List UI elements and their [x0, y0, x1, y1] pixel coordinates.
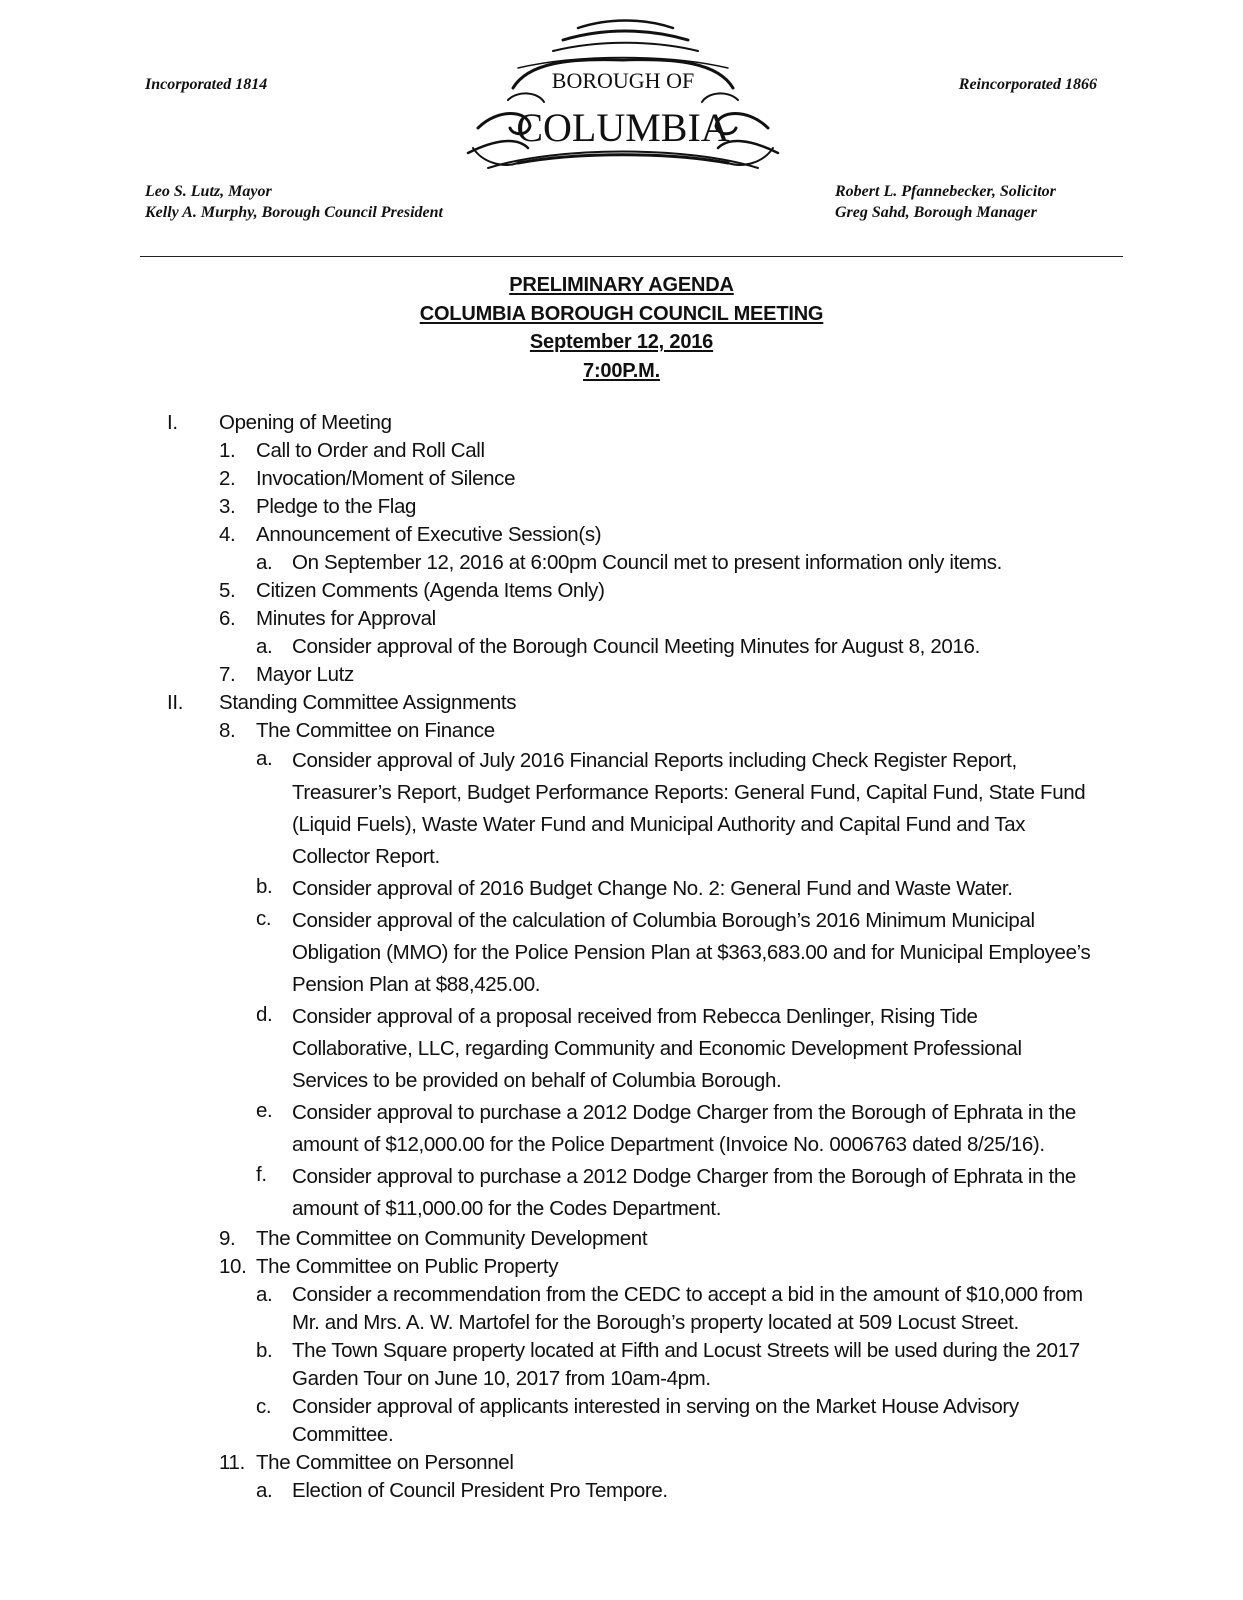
list-item — [0, 745, 1243, 873]
officials-right — [835, 181, 1056, 223]
item-marker: 9. — [219, 1227, 236, 1250]
item-marker: 2. — [219, 467, 236, 490]
item-marker: d. — [256, 1003, 273, 1026]
item-marker: 6. — [219, 607, 236, 630]
list-item — [0, 1477, 1243, 1505]
item-marker: 10. — [219, 1255, 247, 1278]
item-marker: a. — [256, 1283, 273, 1306]
item-marker: 7. — [219, 663, 236, 686]
item-text: Call to Order and Roll Call — [256, 439, 485, 462]
list-item — [0, 1253, 1243, 1281]
list-item — [0, 1097, 1243, 1161]
borough-logo — [458, 18, 788, 176]
item-text: Consider approval of a proposal received from Rebecca Denlinger, Rising Tide Collaborative, LLC, regarding Community and Economic Development Professional Services to be provided on behalf of Columbia Borough. — [292, 1005, 1022, 1092]
item-marker: 11. — [219, 1451, 245, 1474]
item-marker: 3. — [219, 495, 236, 518]
list-item — [0, 465, 1243, 493]
item-text: The Town Square property located at Fifth and Locust Streets will be used during the 2017 Garden Tour on June 10, 2017 from 10am-4pm. — [292, 1339, 1080, 1390]
item-marker: I. — [167, 411, 178, 434]
item-text: Consider approval of the Borough Council Meeting Minutes for August 8, 2016. — [292, 635, 980, 658]
item-marker: f. — [256, 1163, 267, 1186]
item-text: Consider a recommendation from the CEDC to accept a bid in the amount of $10,000 from Mr. and Mrs. A. W. Martofel for the Borough’s property located at 509 Locust Street. — [292, 1283, 1083, 1334]
list-item — [0, 717, 1243, 745]
item-text: The Committee on Community Development — [256, 1227, 648, 1250]
header-divider — [140, 256, 1123, 257]
list-item — [0, 549, 1243, 577]
item-marker: c. — [256, 907, 272, 930]
solicitor-name: Robert L. Pfannebecker, Solicitor — [835, 183, 1056, 200]
logo-line2: COLUMBIA — [516, 105, 730, 150]
item-text: Consider approval of July 2016 Financial Reports including Check Register Report, Treasurer’s Report, Budget Performance Reports: General Fund, Capital Fund, State Fund (Liquid Fuels), Waste Water Fund and Municipal Authority and Capital Fund and Tax Collector Report. — [292, 749, 1086, 868]
list-item — [0, 1161, 1243, 1225]
item-marker: e. — [256, 1099, 273, 1122]
title-line2: COLUMBIA BOROUGH COUNCIL MEETING — [419, 302, 824, 325]
item-text: Consider approval of applicants interested in serving on the Market House Advisory Committee. — [292, 1395, 1019, 1446]
mayor-name: Leo S. Lutz, Mayor — [145, 183, 272, 200]
item-marker: a. — [256, 747, 273, 770]
item-text: Consider approval of the calculation of Columbia Borough’s 2016 Minimum Municipal Obligation (MMO) for the Police Pension Plan at $363,683.00 and for Municipal Employee’s Pension Plan at $88,425.00. — [292, 909, 1091, 996]
item-marker: a. — [256, 1479, 273, 1502]
officials-left — [145, 181, 443, 223]
item-text: Election of Council President Pro Tempore. — [292, 1479, 668, 1502]
item-marker: a. — [256, 551, 273, 574]
item-marker: b. — [256, 875, 273, 898]
item-text: Announcement of Executive Session(s) — [256, 523, 602, 546]
item-text: Pledge to the Flag — [256, 495, 417, 518]
reincorporated-text: Reincorporated 1866 — [958, 76, 1097, 93]
list-item — [0, 493, 1243, 521]
list-item — [0, 409, 1243, 437]
list-item — [0, 1449, 1243, 1477]
agenda-title — [0, 271, 1243, 385]
list-item — [0, 905, 1243, 1001]
item-text: The Committee on Personnel — [256, 1451, 514, 1474]
item-marker: c. — [256, 1395, 272, 1418]
item-text: On September 12, 2016 at 6:00pm Council met to present information only items. — [292, 551, 1002, 574]
list-item — [0, 1001, 1243, 1097]
list-item — [0, 873, 1243, 905]
item-marker: 4. — [219, 523, 236, 546]
item-marker: 1. — [219, 439, 236, 462]
list-item — [0, 633, 1243, 661]
item-text: Opening of Meeting — [219, 411, 392, 434]
list-item — [0, 1393, 1243, 1449]
list-item — [0, 437, 1243, 465]
item-text: Invocation/Moment of Silence — [256, 467, 516, 490]
list-item — [0, 661, 1243, 689]
title-line1: PRELIMINARY AGENDA — [509, 274, 734, 296]
item-marker: b. — [256, 1339, 273, 1362]
item-text: Standing Committee Assignments — [219, 691, 517, 714]
list-item — [0, 1281, 1243, 1337]
item-text: Mayor Lutz — [256, 663, 354, 686]
agenda-list — [0, 409, 1243, 1505]
item-text: The Committee on Finance — [256, 719, 495, 742]
council-president-name: Kelly A. Murphy, Borough Council President — [145, 204, 443, 221]
item-text: Minutes for Approval — [256, 607, 436, 630]
list-item — [0, 605, 1243, 633]
item-text: The Committee on Public Property — [256, 1255, 559, 1278]
item-text: Citizen Comments (Agenda Items Only) — [256, 579, 605, 602]
meeting-date: September 12, 2016 — [529, 331, 714, 353]
item-marker: 8. — [219, 719, 236, 742]
incorporated-text: Incorporated 1814 — [145, 76, 268, 93]
item-marker: a. — [256, 635, 273, 658]
list-item — [0, 577, 1243, 605]
item-text: Consider approval to purchase a 2012 Dodge Charger from the Borough of Ephrata in the amount of $11,000.00 for the Codes Department. — [292, 1165, 1076, 1220]
meeting-time: 7:00P.M. — [583, 359, 660, 382]
logo-line1: BOROUGH OF — [551, 68, 695, 93]
item-marker: II. — [167, 691, 184, 714]
manager-name: Greg Sahd, Borough Manager — [835, 204, 1037, 221]
list-item — [0, 689, 1243, 717]
list-item — [0, 1337, 1243, 1393]
list-item — [0, 1225, 1243, 1253]
list-item — [0, 521, 1243, 549]
item-marker: 5. — [219, 579, 236, 602]
item-text: Consider approval of 2016 Budget Change No. 2: General Fund and Waste Water. — [292, 877, 1013, 900]
item-text: Consider approval to purchase a 2012 Dodge Charger from the Borough of Ephrata in the amount of $12,000.00 for the Police Department (Invoice No. 0006763 dated 8/25/16). — [292, 1101, 1076, 1156]
